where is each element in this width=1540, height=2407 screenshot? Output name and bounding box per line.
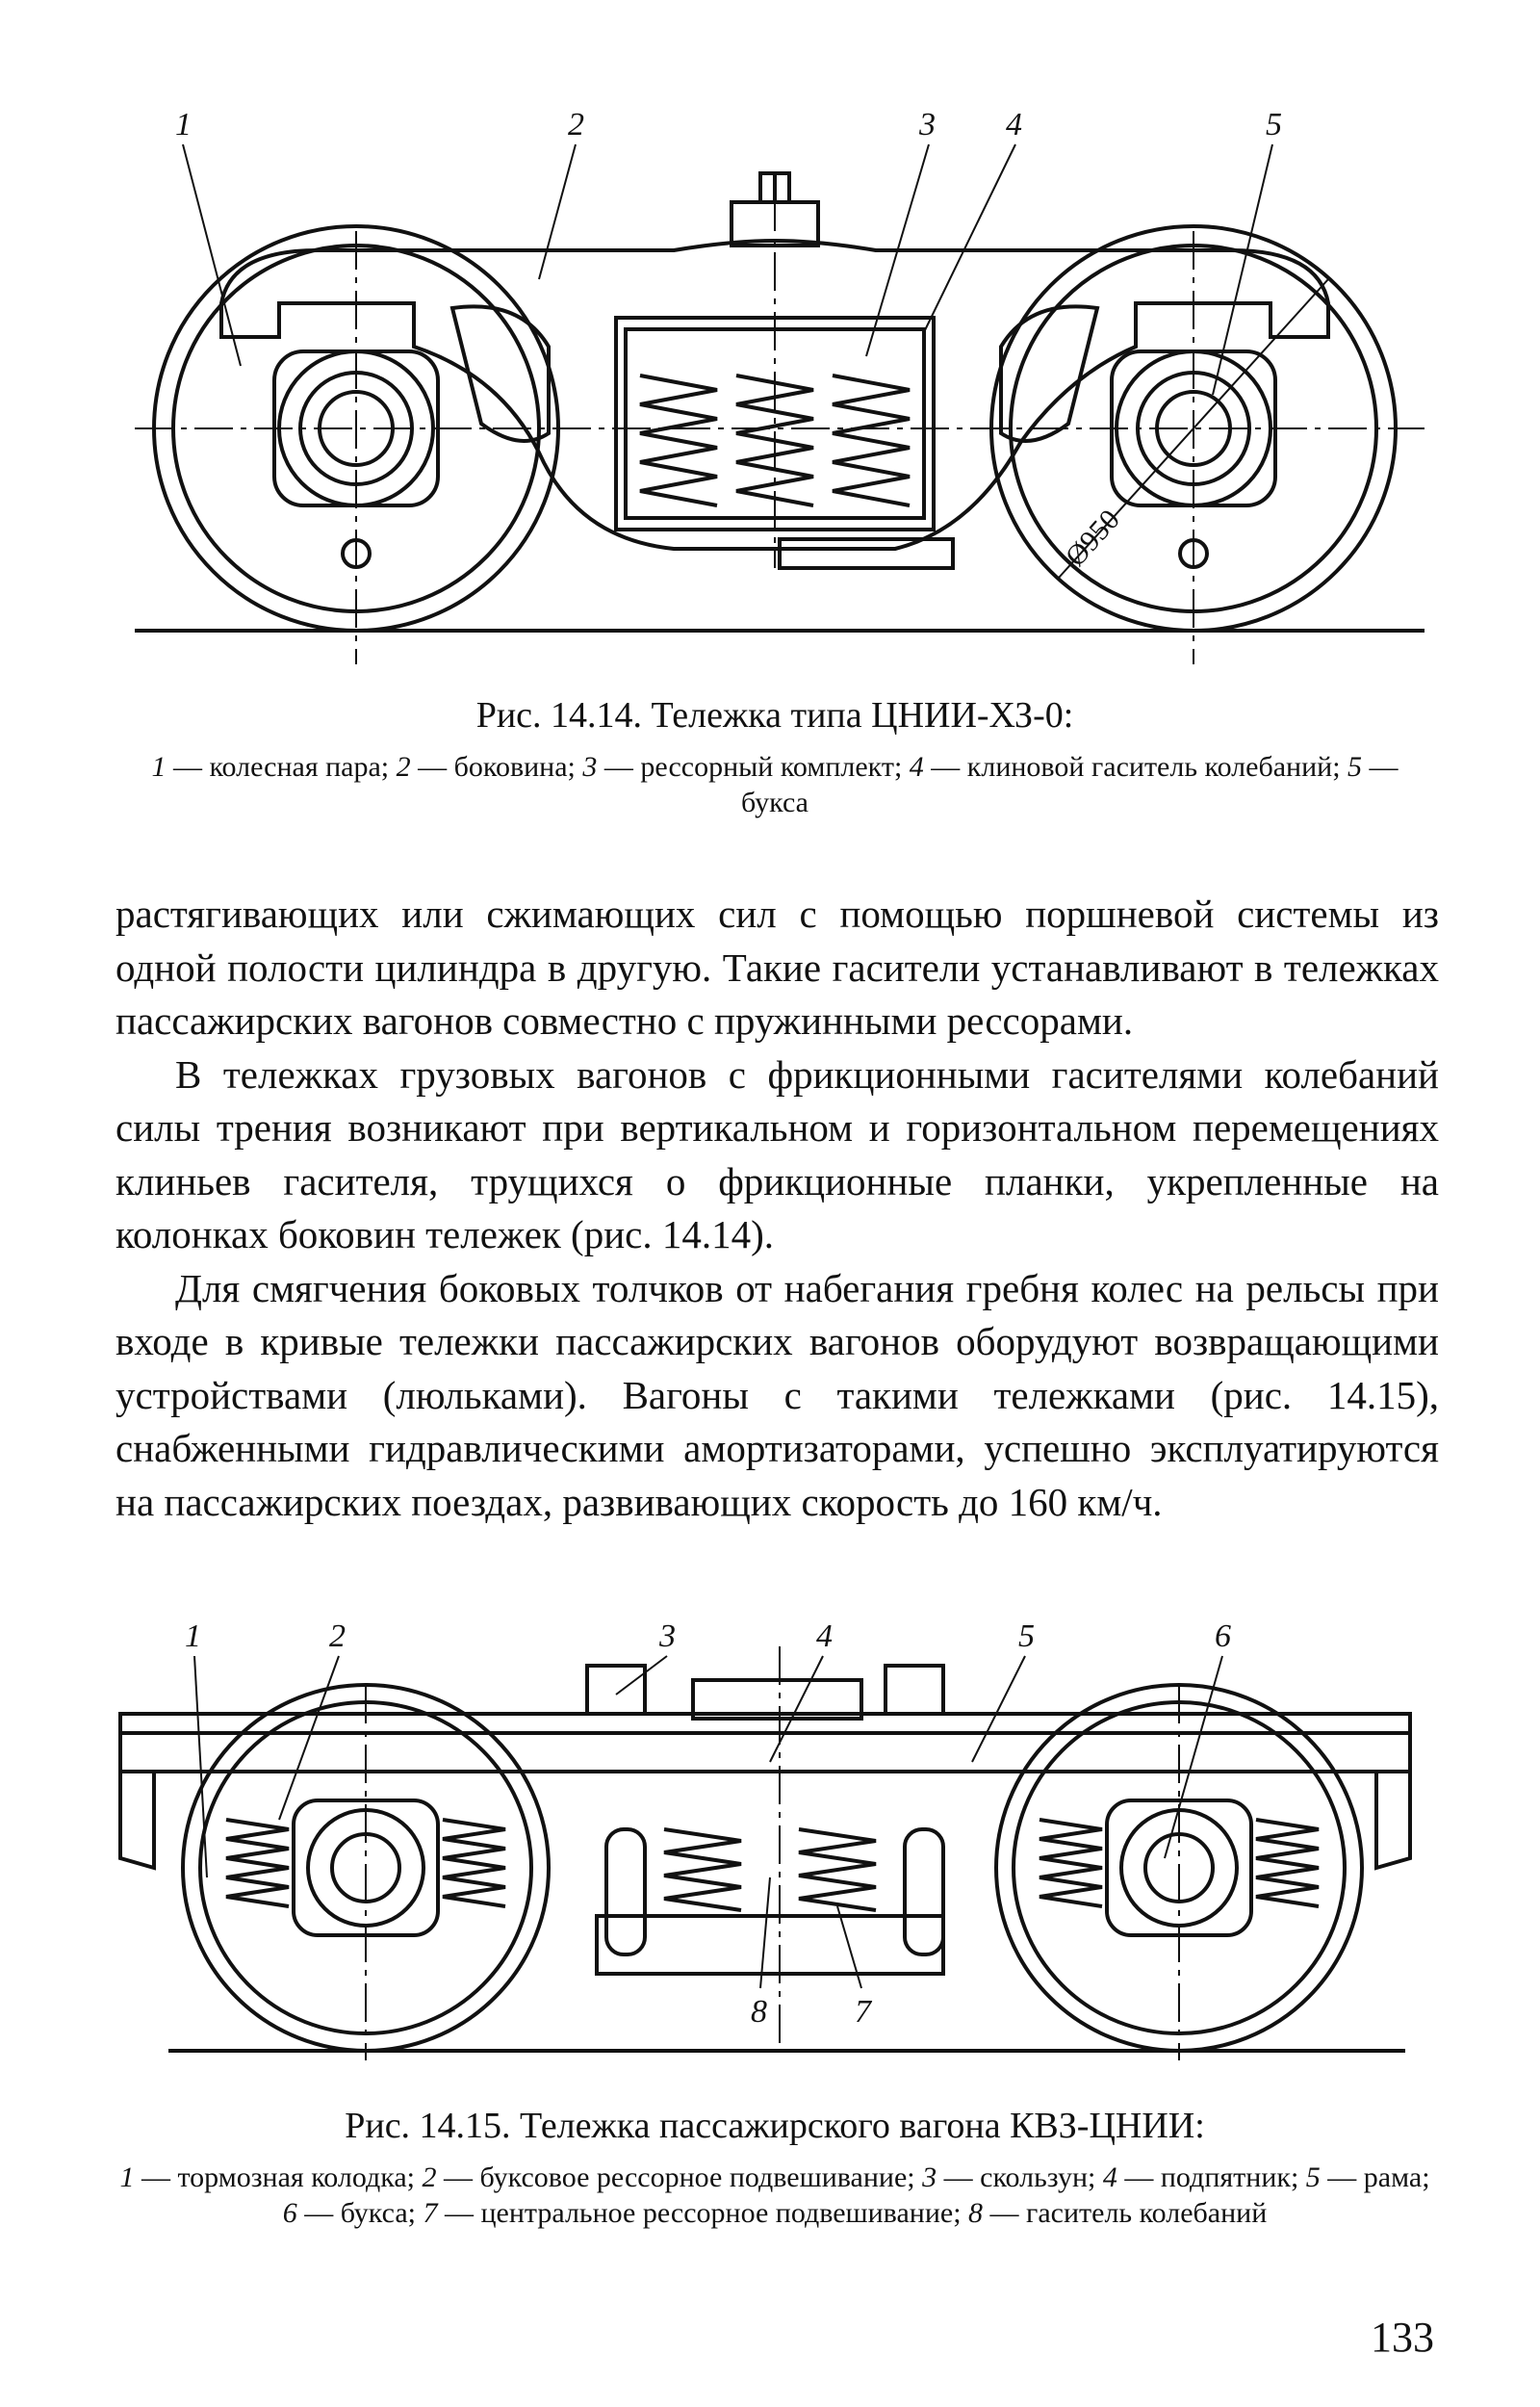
legend-text: — гаситель колебаний (983, 2197, 1268, 2229)
legend-num: 3 (922, 2161, 937, 2193)
legend-num: 6 (282, 2197, 297, 2229)
legend-text: — скользун; (937, 2161, 1103, 2193)
fig2-label-7: 7 (855, 1994, 871, 2030)
legend-num: 1 (151, 751, 167, 783)
fig2-label-3: 3 (659, 1618, 676, 1654)
legend-text: — рама; (1320, 2161, 1430, 2193)
legend-text: — рессорный комплект; (597, 751, 910, 783)
fig1-label-1: 1 (175, 107, 192, 142)
fig2-label-1: 1 (185, 1618, 201, 1654)
fig1-label-5: 5 (1266, 107, 1282, 142)
figure-14-15-legend (116, 2160, 1434, 2231)
legend-text: — тормозная колодка; (134, 2161, 423, 2193)
legend-text: — букса (741, 751, 1399, 818)
central-springs (597, 1829, 943, 1974)
legend-text: — центральное рессорное подвешивание; (437, 2197, 969, 2229)
body-text (116, 888, 1439, 1529)
legend-num: 4 (1102, 2161, 1117, 2193)
legend-text: — букса; (296, 2197, 424, 2229)
fig2-label-8: 8 (751, 1994, 767, 2030)
paragraph-1: растягивающих или сжимающих сил с помощью поршневой системы из одной полости цилиндра в другую. Такие гасители устанавливают в тележках пассажирских вагонов совместно с пружинными рессорами. (116, 892, 1439, 1043)
legend-num: 2 (396, 751, 411, 783)
legend-text: — колесная пара; (166, 751, 397, 783)
fig2-label-4: 4 (816, 1618, 833, 1654)
legend-text: — боковина; (410, 751, 583, 783)
frame (120, 1666, 1410, 1868)
fig2-label-5: 5 (1018, 1618, 1035, 1654)
legend-num: 4 (909, 751, 924, 783)
figure-14-15-caption: Рис. 14.15. Тележка пассажирского вагона КВЗ-ЦНИИ: (345, 2106, 1205, 2146)
legend-text: — буксовое рессорное подвешивание; (436, 2161, 923, 2193)
fig1-label-2: 2 (568, 107, 584, 142)
figure-14-14-drawing (0, 106, 1540, 693)
legend-num: 3 (582, 751, 598, 783)
figure-14-14-caption: Рис. 14.14. Тележка типа ЦНИИ-ХЗ-0: (475, 695, 1074, 736)
wheel-diameter-label: Ø950 (1059, 504, 1126, 573)
figure-14-15-drawing (0, 1589, 1540, 2089)
legend-num: 2 (422, 2161, 437, 2193)
legend-num: 5 (1348, 751, 1363, 783)
legend-num: 8 (968, 2197, 984, 2229)
legend-num: 1 (119, 2161, 135, 2193)
legend-text: — подпятник; (1116, 2161, 1306, 2193)
fig2-label-6: 6 (1215, 1618, 1231, 1654)
page-number: 133 (1371, 2314, 1434, 2361)
paragraph-3: Для смягчения боковых толчков от набегания гребня колес на рельсы при входе в кривые тележки пассажирских вагонов оборудуют возвращающими устройствами (люльками). Вагоны с такими тележками (рис. 14.15), снабженными гидравлическими амортизаторами, успешно эксплуатируются на пассажирских поездах, развивающих скорость до 160 км/ч. (116, 1265, 1439, 1524)
spring-set (616, 318, 953, 568)
figure-14-14-legend (116, 749, 1434, 820)
fig1-label-3: 3 (919, 107, 936, 142)
legend-text: — клиновой гаситель колебаний; (923, 751, 1348, 783)
legend-num: 7 (423, 2197, 438, 2229)
paragraph-2: В тележках грузовых вагонов с фрикционными гасителями колебаний силы трения возникают при вертикальном и горизонтальном перемещениях клиньев гасителя, трущихся о фрикционные планки, укрепленные на колонках боковин тележек (рис. 14.14). (116, 1051, 1439, 1256)
legend-num: 5 (1305, 2161, 1321, 2193)
fig2-label-2: 2 (329, 1618, 346, 1654)
fig1-label-4: 4 (1006, 107, 1022, 142)
